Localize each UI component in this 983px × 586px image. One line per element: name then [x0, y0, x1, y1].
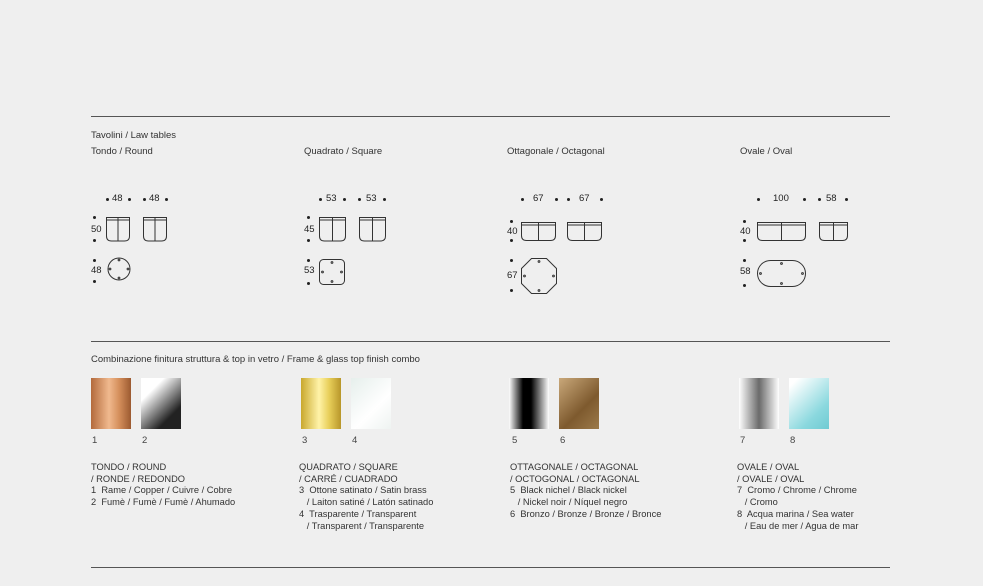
description-line: / Cromo: [737, 497, 778, 508]
middle-divider: [91, 341, 890, 342]
description-line: 8 Acqua marina / Sea water: [737, 508, 854, 519]
swatch-number: 7: [740, 435, 746, 446]
octagonal-top-view-icon: [521, 258, 557, 294]
swatch-sea-water: [789, 378, 829, 429]
description-line: OTTAGONALE / OCTAGONAL: [510, 462, 639, 472]
square-side-view-icon: [319, 217, 387, 243]
description-line: QUADRATO / SQUARE: [299, 462, 398, 472]
octagonal-depth: 40: [507, 226, 518, 237]
oval-depth: 40: [740, 226, 751, 237]
description-line: / OCTOGONAL / OCTAGONAL: [510, 473, 640, 484]
swatch-bronze: [559, 378, 599, 429]
description-line: / Nickel noir / Níquel negro: [510, 497, 628, 508]
swatch-number: 3: [302, 435, 308, 446]
swatch-number: 1: [92, 435, 98, 446]
description-line: / CARRÉ / CUADRADO: [299, 473, 398, 484]
square-width-1: 53: [326, 193, 337, 204]
round-side-view-icon: [106, 217, 168, 243]
oval-top-view-icon: [757, 260, 807, 288]
description-line: 3 Ottone satinato / Satin brass: [299, 485, 427, 496]
finish-description-round: [91, 462, 235, 509]
swatch-number: 5: [512, 435, 518, 446]
finish-description-octagonal: [510, 462, 661, 521]
oval-side-view-icon: [757, 222, 849, 242]
oval-top-size: 58: [740, 266, 751, 277]
swatch-transparent: [351, 378, 391, 429]
top-divider: [91, 116, 890, 117]
swatch-number: 2: [142, 435, 148, 446]
description-line: 1 Rame / Copper / Cuivre / Cobre: [91, 485, 233, 496]
round-top-view-icon: [107, 257, 131, 281]
description-line: 4 Trasparente / Transparent: [299, 508, 417, 519]
description-line: / Transparent / Transparente: [299, 520, 425, 531]
octagonal-width-2: 67: [579, 193, 590, 204]
finish-description-square: [299, 462, 433, 532]
swatch-copper: [91, 378, 131, 429]
oval-width-1: 100: [773, 193, 789, 204]
swatch-number: 6: [560, 435, 566, 446]
description-line: 6 Bronzo / Bronze / Bronze / Bronce: [510, 508, 662, 519]
round-width-1: 48: [112, 193, 123, 204]
finishes-title: Combinazione finitura struttura & top in vetro / Frame & glass top finish combo: [91, 354, 420, 365]
finish-description-oval: [737, 462, 858, 532]
swatch-satin-brass: [301, 378, 341, 429]
description-line: / RONDE / REDONDO: [91, 473, 186, 484]
square-top-size: 53: [304, 265, 315, 276]
description-line: 2 Fumè / Fumè / Fumè / Ahumado: [91, 497, 236, 508]
description-line: / Laiton satiné / Latón satinado: [299, 497, 434, 508]
description-line: / Eau de mer / Agua de mar: [737, 520, 859, 531]
section-title: Tavolini / Law tables: [91, 130, 177, 141]
description-line: 7 Cromo / Chrome / Chrome: [737, 485, 857, 496]
table-name-round: Tondo / Round: [91, 146, 153, 157]
description-line: OVALE / OVAL: [737, 462, 800, 472]
round-top-size: 48: [91, 265, 102, 276]
description-line: / OVALE / OVAL: [737, 473, 805, 484]
description-line: 5 Black nichel / Black nickel: [510, 485, 627, 496]
table-name-square: Quadrato / Square: [304, 146, 383, 157]
swatch-chrome: [739, 378, 779, 429]
swatch-smoked: [141, 378, 181, 429]
oval-width-2: 58: [826, 193, 837, 204]
octagonal-width-1: 67: [533, 193, 544, 204]
octagonal-side-view-icon: [521, 222, 603, 242]
square-depth: 45: [304, 224, 315, 235]
round-width-2: 48: [149, 193, 160, 204]
octagonal-top-size: 67: [507, 270, 518, 281]
swatch-black-nickel: [509, 378, 549, 429]
round-depth: 50: [91, 224, 102, 235]
swatch-number: 8: [790, 435, 796, 446]
table-name-octagonal: Ottagonale / Octagonal: [507, 146, 605, 157]
swatch-number: 4: [352, 435, 358, 446]
bottom-divider: [91, 567, 890, 568]
table-name-oval: Ovale / Oval: [740, 146, 793, 157]
square-top-view-icon: [319, 259, 346, 286]
description-line: TONDO / ROUND: [91, 462, 167, 472]
square-width-2: 53: [366, 193, 377, 204]
